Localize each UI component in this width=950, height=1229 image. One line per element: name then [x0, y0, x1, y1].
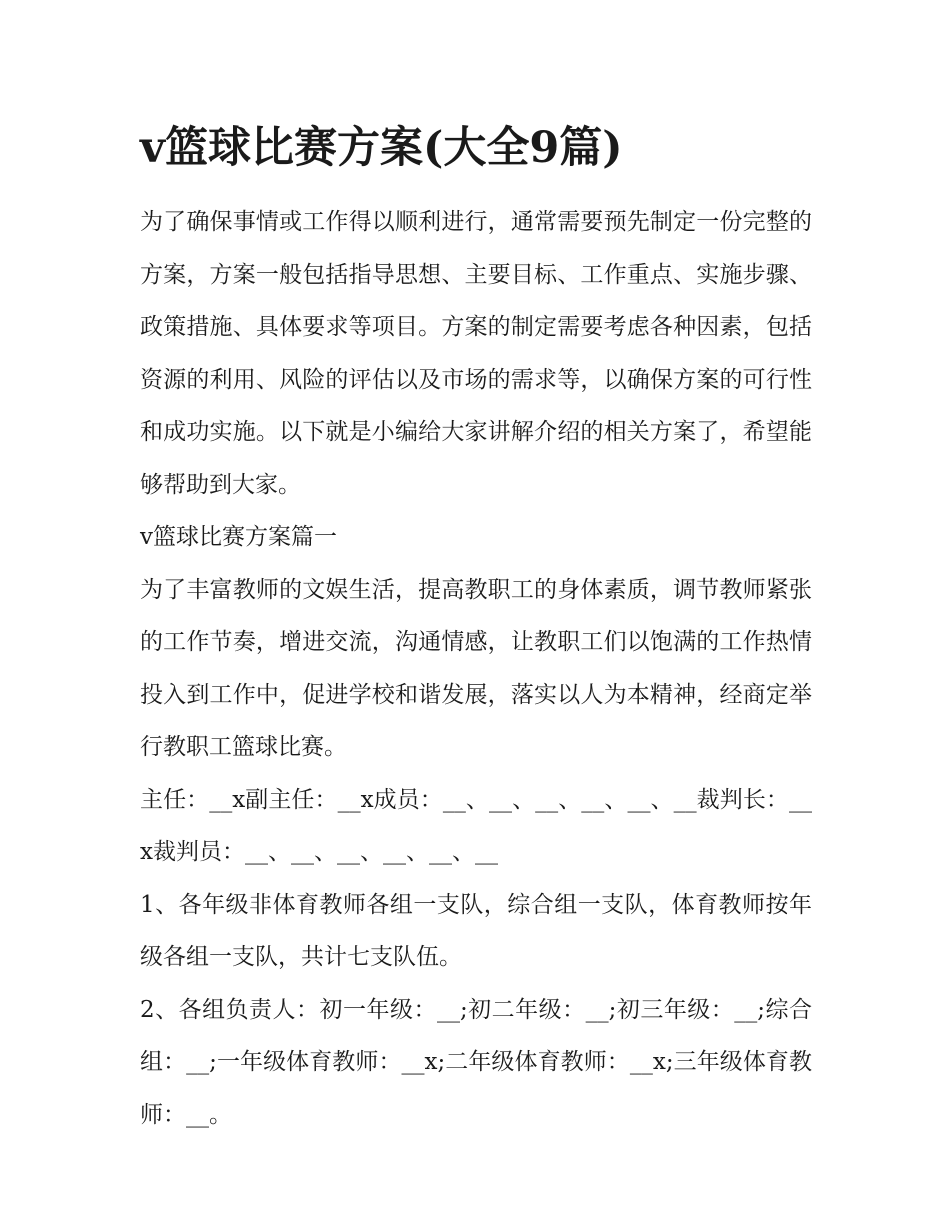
leaders-paragraph: 2、各组负责人：初一年级：__;初二年级：__;初三年级：__;综合组：__;一年级体育教师：__x;二年级体育教师：__x;三年级体育教师：__。	[140, 996, 812, 1128]
teams-paragraph: 1、各年级非体育教师各组一支队，综合组一支队，体育教师按年级各组一支队，共计七支队伍。	[140, 891, 812, 970]
intro-paragraph: 为了确保事情或工作得以顺利进行，通常需要预先制定一份完整的方案，方案一般包括指导思想、主要目标、工作重点、实施步骤、政策措施、具体要求等项目。方案的制定需要考虑各种因素，包括资源的利用、风险的评估以及市场的需求等，以确保方案的可行性和成功实施。以下就是小编给大家讲解介绍的相关方案了，希望能够帮助到大家。	[140, 209, 812, 498]
document-title: v篮球比赛方案(大全9篇)	[140, 123, 623, 173]
purpose-paragraph: 为了丰富教师的文娱生活，提高教职工的身体素质，调节教师紧张的工作节奏，增进交流，沟通情感，让教职工们以饱满的工作热情投入到工作中，促进学校和谐发展，落实以人为本精神，经商定举行教职工篮球比赛。	[140, 576, 812, 760]
committee-paragraph: 主任：__x副主任：__x成员：__、__、__、__、__、__裁判长：__x裁判员：__、__、__、__、__、__	[140, 786, 812, 865]
section-heading: v篮球比赛方案篇一	[140, 524, 337, 550]
document-body	[140, 196, 812, 1141]
